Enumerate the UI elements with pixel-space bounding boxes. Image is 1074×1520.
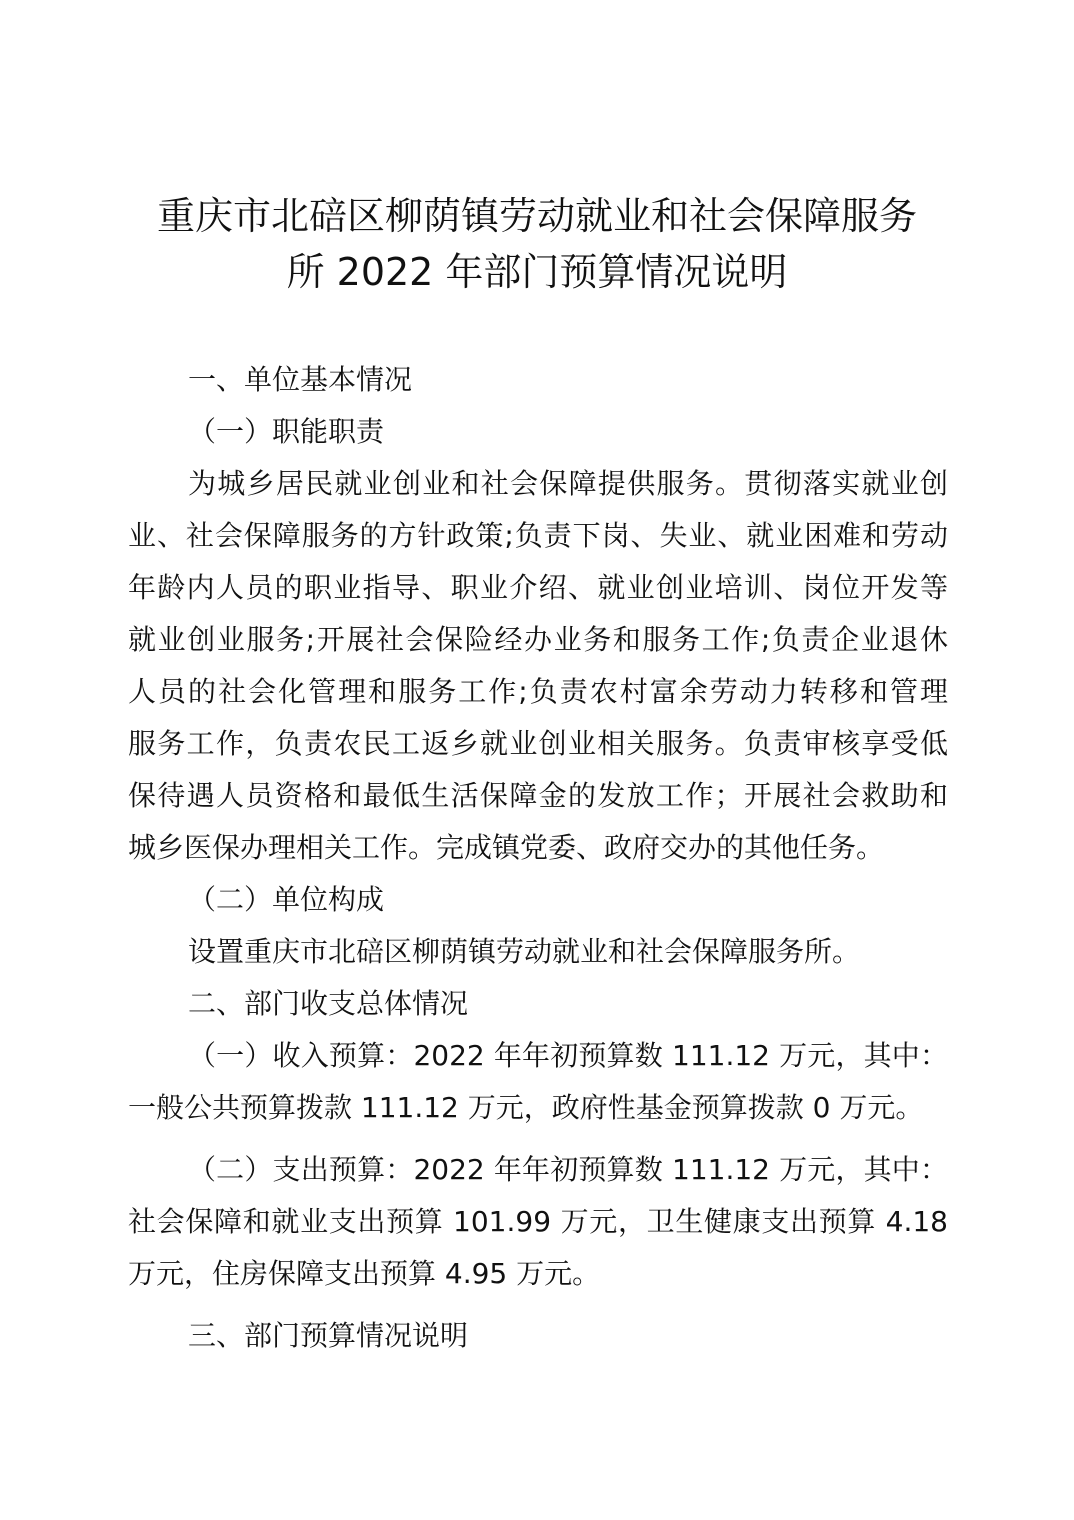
document-body — [128, 354, 948, 1362]
income-line: （一）收入预算：2022 年年初预算数 111.12 万元，其中： — [188, 1039, 948, 1072]
duties-line: 就业创业服务;开展社会保险经办业务和服务工作;负责企业退休 — [128, 623, 948, 656]
duties-line: 服务工作，负责农民工返乡就业创业相关服务。负责审核享受低 — [128, 727, 948, 760]
income-line: 一般公共预算拨款 111.12 万元，政府性基金预算拨款 0 万元。 — [128, 1091, 924, 1124]
document-title — [120, 188, 954, 300]
section-1-heading: 一、单位基本情况 — [188, 363, 413, 396]
duties-heading: （一）职能职责 — [188, 415, 385, 448]
composition-text: 设置重庆市北碚区柳荫镇劳动就业和社会保障服务所。 — [188, 935, 861, 968]
duties-line: 年龄内人员的职业指导、职业介绍、就业创业培训、岗位开发等 — [128, 571, 948, 604]
paragraph-gap — [128, 1134, 948, 1144]
duties-line: 为城乡居民就业创业和社会保障提供服务。贯彻落实就业创 — [188, 467, 948, 500]
title-line-1: 重庆市北碚区柳荫镇劳动就业和社会保障服务 — [156, 194, 917, 238]
paragraph-gap — [128, 1300, 948, 1310]
duties-line: 保待遇人员资格和最低生活保障金的发放工作；开展社会救助和 — [128, 779, 948, 812]
title-line-2: 所 2022 年部门预算情况说明 — [286, 250, 788, 294]
duties-line: 业、社会保障服务的方针政策;负责下岗、失业、就业困难和劳动 — [128, 519, 948, 552]
composition-heading: （二）单位构成 — [188, 883, 385, 916]
section-3-heading: 三、部门预算情况说明 — [188, 1319, 469, 1352]
expense-line: 万元，住房保障支出预算 4.95 万元。 — [128, 1257, 601, 1290]
expense-line: （二）支出预算：2022 年年初预算数 111.12 万元，其中： — [188, 1153, 948, 1186]
expense-line: 社会保障和就业支出预算 101.99 万元，卫生健康支出预算 4.18 — [128, 1205, 948, 1238]
section-2-heading: 二、部门收支总体情况 — [188, 987, 469, 1020]
duties-line: 人员的社会化管理和服务工作;负责农村富余劳动力转移和管理 — [128, 675, 948, 708]
duties-line: 城乡医保办理相关工作。完成镇党委、政府交办的其他任务。 — [128, 831, 885, 864]
